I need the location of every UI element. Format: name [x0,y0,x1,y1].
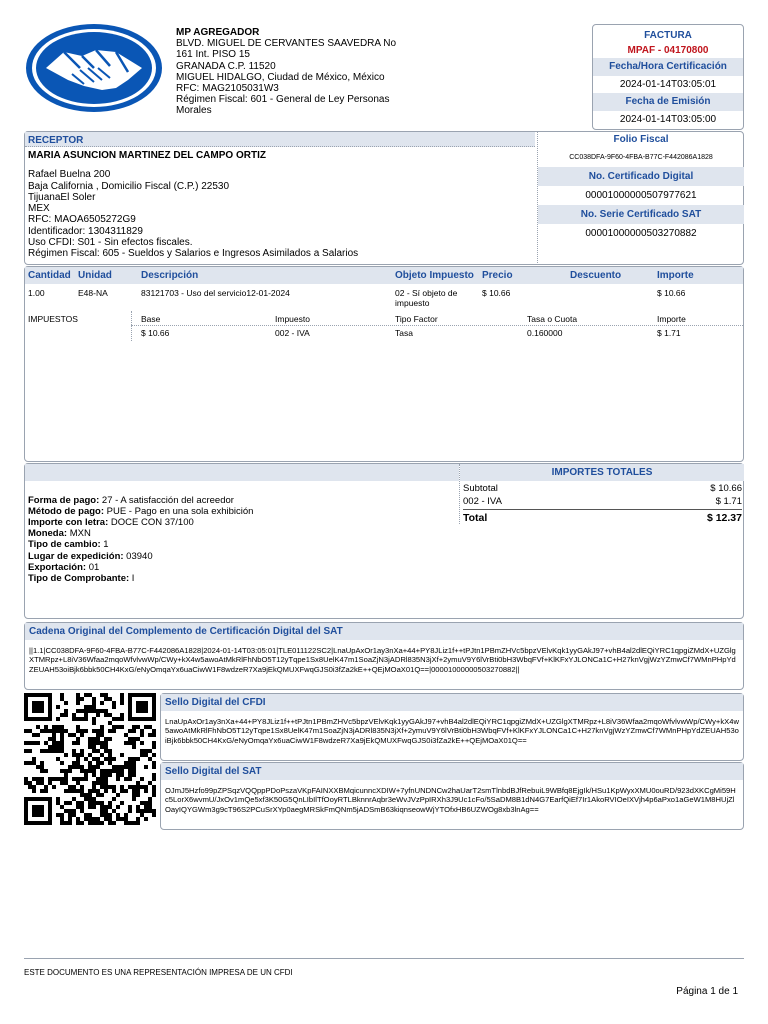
total-value: $ 12.37 [706,512,742,524]
subtotal-label: Subtotal [463,483,498,494]
pago-comprobante-value: I [129,572,135,584]
folio-fiscal-value: CC038DFA-9F60-4FBA-B77C-F442086A1828 [569,154,713,161]
receptor-panel [24,131,744,265]
cadena-panel [24,622,744,690]
imp-col-impuesto: Impuesto [275,314,310,324]
serie-sat-label: No. Serie Certificado SAT [538,205,744,224]
pago-metodo-label: Método de pago: [28,506,104,518]
pago-cambio-label: Tipo de cambio: [28,539,101,551]
iva-label: 002 - IVA [463,496,502,507]
cert-value: 2024-01-14T03:05:01 [619,78,717,90]
sello-sat-panel [160,762,744,830]
pago-letra-value: DOCE CON 37/100 [108,517,194,529]
receptor-line: Rafael Buelna 200 [28,169,111,181]
fiscal-info [537,132,744,265]
pago-cambio-value: 1 [100,539,109,551]
col-unidad: Unidad [78,270,112,281]
subtotal-row [463,484,742,495]
emision-value: 2024-01-14T03:05:00 [619,113,717,125]
totales-panel [24,463,744,619]
emision-label: Fecha de Emisión [593,93,743,111]
emisor-line: Régimen Fiscal: 601 - General de Ley Personas [176,94,390,106]
col-precio: Precio [482,270,513,281]
imp-importe: $ 1.71 [657,328,681,338]
pago-forma-value: 27 - A satisfacción del acreedor [99,495,234,506]
receptor-line: Identificador: 1304311829 [28,225,143,237]
pago-comprobante-label: Tipo de Comprobante: [28,572,130,584]
receptor-line: TijuanaEl Soler [28,191,96,203]
sello-sat-text: OJmJ5Hzfo99pZPSqzVQQppPDoPszaVKpFAINXXBMqicunncXDIW+7yfnUNDNCw2haUarT2smTlnbdBJfRebuiL9WBfq8EjgIk/HSu1KpWyxXMU0ouRD/923dXKCgMi59Hc5LorX6wvmU/JxOv1mQe5xf3K50G5QnLIbIlTfOoyRTLBknnrAqbr3eWvJVzPpIRXh3J9Uc1cFo/5SaDM8B1dN4G7EarfQiEf7Ir1AkoRVIOeIXVjh4p6aPxo1aGeW1M8HUjZlOayIQYGWm3g9cT96S2PCuSrXYp0aegMRSkFmQNm5jADSmB63kiqnseowWjYTOfxHB6UZWOg8xb3lnAg== [165,786,736,814]
handshake-logo [24,22,164,114]
row-precio: $ 10.66 [482,288,511,298]
pago-exportacion [28,562,448,573]
pago-comprobante [28,573,448,584]
receptor-info [28,135,538,260]
impuestos-label: IMPUESTOS [28,314,78,324]
folio-fiscal-label: Folio Fiscal [613,134,669,145]
iva-value: $ 1.71 [715,496,742,507]
receptor-label: RECEPTOR [28,135,84,146]
impuestos-rule [131,325,743,326]
pago-moneda [28,528,448,539]
col-cantidad: Cantidad [28,270,71,281]
receptor-line: Baja California , Domicilio Fiscal (C.P.) 22530 [28,180,230,192]
importes-totales [459,464,744,524]
sello-cfdi-text: LnaUpAxOr1ay3nXa+44+PY8JLiz1f++tPJtn1PBmZHVc5bpzVElvKqk1yyGAkJ97+vhB4al2dlEQiYRC1qpgiZMdX+UZGlgXTMRpz+L8iV36Wfaa2mqoWfvlvwWp/CWy+kX4w5awoAtMkRlFhNbO5T12yTqpe1Sx8UelK47m1SoaZjN3jADRl835N3jXf+2ymuV9Y6lVrBti0bH3WbqFVf+KlKFxYJLONCa1C+H27knVgjWzYZmwCf7WMnPHpYdZEUAH53oiBjk6bbk50CH4KxG/eNyOmqaYx6uaCiwW1F8wdzeR7Xa9jEkQMUXFwqGJS0i3fZa2kE++QEjMOaX01Q== [165,717,739,745]
pago-letra-label: Importe con letra: [28,517,109,529]
cert-digital-value: 00001000000507977621 [585,190,697,201]
imp-base: $ 10.66 [141,328,170,338]
pago-cambio [28,539,448,550]
footer-disclaimer: ESTE DOCUMENTO ES UNA REPRESENTACIÓN IMPRESA DE UN CFDI [24,968,293,977]
sello-sat-title: Sello Digital del SAT [161,763,743,780]
imp-col-base: Base [141,314,161,324]
factura-box [592,24,744,130]
pago-lugar-label: Lugar de expedición: [28,550,124,562]
row-unidad: E48-NA [78,288,108,298]
row-objeto: 02 - Sí objeto de impuesto [395,288,458,308]
factura-title: FACTURA [644,30,692,41]
emisor-line: Morales [176,105,212,117]
serie-sat-value: 00001000000503270882 [585,228,697,239]
imp-tasa: 0.160000 [527,328,563,338]
receptor-line: RFC: MAOA6505272G9 [28,214,136,226]
total-label: Total [463,512,488,524]
receptor-line: Régimen Fiscal: 605 - Sueldos y Salarios e Ingresos Asimilados a Salarios [28,248,359,260]
imp-col-factor: Tipo Factor [395,314,438,324]
cadena-title: Cadena Original del Complemento de Certificación Digital del SAT [25,623,743,640]
pago-lugar-value: 03940 [123,550,153,562]
total-row [463,512,742,524]
cert-label: Fecha/Hora Certificación [593,58,743,76]
row-cantidad: 1.00 [28,288,45,298]
emisor-line: BLVD. MIGUEL DE CERVANTES SAAVEDRA No [176,38,397,50]
col-descuento: Descuento [570,270,622,281]
col-descripcion: Descripción [141,270,199,281]
imp-col-tasa: Tasa o Cuota [527,314,578,324]
imp-col-importe: Importe [657,314,686,324]
imp-impuesto: 002 - IVA [275,328,310,338]
totales-title: IMPORTES TOTALES [460,464,744,481]
pago-exportacion-value: 01 [86,561,100,573]
pago-forma [28,495,448,506]
emisor-block [176,27,406,117]
pago-info [28,495,448,584]
col-objeto: Objeto Impuesto [395,270,474,281]
subtotal-value: $ 10.66 [710,483,742,494]
pago-metodo [28,506,448,517]
conceptos-header [25,267,743,284]
pago-metodo-value: PUE - Pago en una sola exhibición [104,506,254,518]
impuestos-divider [131,311,132,341]
total-rule [463,509,742,510]
emisor-name: MP AGREGADOR [176,27,260,38]
row-descripcion: 83121703 - Uso del servicio12-01-2024 [141,288,290,298]
receptor-line: Uso CFDI: S01 - Sin efectos fiscales. [28,237,193,249]
iva-row [463,497,742,508]
cadena-text: ||1.1|CC038DFA-9F60-4FBA-B77C-F442086A1828|2024-01-14T03:05:01|TLE011122SC2|LnaUpAxOr1ay3nXa+44+PY8JLiz1f++tPJtn1PBmZHVc5bpzVElvKqk1yyGAkJ97+vhB4al2dlEQiYRC1qpgiZMdX+UZGlgXTMRpz+L8iV36Wfaa2mqoWfvlvwWp/CWy+kX4w5awoAtMkRlFhNbO5T12yTqpe1Sx8UelK47m1SoaZjN3jADRl835N3jXf+2ymuV9Y6lVrBti0bH3WbqFVf+KlKFxYJLONCa1C+H27knVgjWzYZmwCf7WMnPHpYdZEUAH53oiBjk6bbk50CH4KxG/eNyOmqaYx6uaCiwW1F8wdzeR7Xa9jEkQMUXFwqGJS0i3fZa2kE++QEjMOaX01Q==|00001000000503270882|| [29,646,736,674]
emisor-line: GRANADA C.P. 11520 [176,60,276,72]
conceptos-panel [24,266,744,462]
pago-forma-label: Forma de pago: [28,495,100,506]
receptor-name: MARIA ASUNCION MARTINEZ DEL CAMPO ORTIZ [28,150,266,161]
qr-code [24,693,156,825]
pago-exportacion-label: Exportación: [28,561,87,573]
pago-header [25,464,459,481]
pago-moneda-value: MXN [67,528,91,540]
sello-cfdi-title: Sello Digital del CFDI [161,694,743,711]
factura-folio: MPAF - 04170800 [627,45,709,56]
cert-digital-label: No. Certificado Digital [538,167,744,186]
page-number: Página 1 de 1 [676,986,738,997]
footer-divider [24,958,744,959]
col-importe: Importe [657,270,694,281]
emisor-line: RFC: MAG2105031W3 [176,82,279,94]
receptor-line: MEX [28,203,50,215]
sello-cfdi-panel [160,693,744,761]
pago-moneda-label: Moneda: [28,528,68,540]
pago-lugar [28,551,448,562]
imp-factor: Tasa [395,328,413,338]
pago-letra [28,517,448,528]
row-importe: $ 10.66 [657,288,686,298]
emisor-line: 161 Int. PISO 15 [176,49,250,61]
emisor-line: MIGUEL HIDALGO, Ciudad de México, México [176,71,385,83]
